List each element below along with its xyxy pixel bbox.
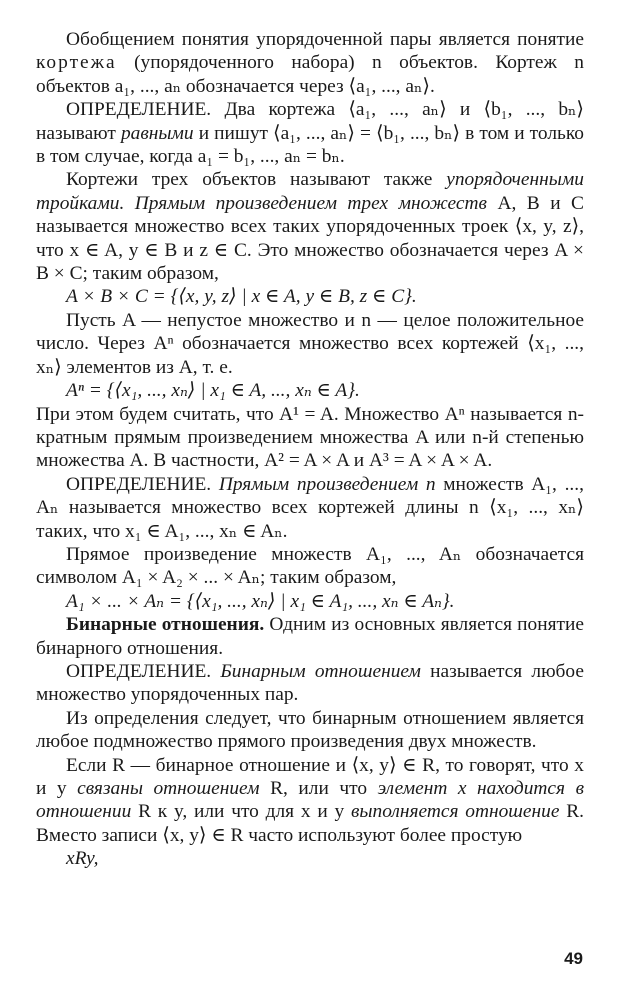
paragraph-power-set xyxy=(36,309,584,379)
text: При этом будем считать, что A¹ = A. Множество Aⁿ называется n-кратным прямым произведением множества A или n-й степенью множества A. В частности, A² = A × A и A³ = A × A × A. xyxy=(36,403,584,472)
text: A, B и C называется множество всех таких упорядоченных троек ⟨x, y, z⟩, что x ∈ A, y ∈ B и z ∈ C. Это множество обозначается через A × B × C; таким образом, xyxy=(36,192,584,285)
formula-triple-product: A × B × C = {⟨x, y, z⟩ | x ∈ A, y ∈ B, z ∈ C}. xyxy=(66,286,417,308)
text: (упорядоченного набора) n объектов. Кортеж n объектов a₁, ..., aₙ обозначается через ⟨a₁, ..., aₙ⟩. xyxy=(36,52,584,97)
text: Из определения следует, что бинарным отношением является любое подмножество прямого произведения двух множеств. xyxy=(36,707,584,753)
definition-binary-relation xyxy=(36,660,584,707)
text: Пусть A — непустое множество и n — целое положительное число. Через Aⁿ обозначается множество всех кортежей ⟨x₁, ..., xₙ⟩ элементов из A, т. е. xyxy=(36,309,584,378)
paragraph-triples xyxy=(36,168,584,285)
spaced-term: кортежа xyxy=(36,52,117,74)
italic-term: упорядоченными тройками. Прямым произведением трех множеств xyxy=(36,169,584,214)
text: множеств A₁, ..., Aₙ называется множество всех кортежей длины n ⟨x₁, ..., xₙ⟩ таких, что x₁ ∈ A₁, ..., xₙ ∈ Aₙ. xyxy=(36,473,584,542)
formula-power: Aⁿ = {⟨x₁, ..., xₙ⟩ | x₁ ∈ A, ..., xₙ ∈ A}. xyxy=(66,380,360,402)
page-number: 49 xyxy=(564,949,583,968)
text: называется любое множество упорядоченных пар. xyxy=(36,660,584,706)
definition-label: ОПРЕДЕЛЕНИЕ. xyxy=(66,660,212,682)
text: Прямое произведение множеств A₁, ..., Aₙ обозначается символом A₁ × A₂ × ... × Aₙ; таким образом, xyxy=(36,543,584,589)
definition-label: ОПРЕДЕЛЕНИЕ. xyxy=(66,473,212,495)
definition-equal-tuples xyxy=(36,98,584,168)
text: R, или что xyxy=(270,778,368,799)
definition-label: ОПРЕДЕЛЕНИЕ. xyxy=(66,99,212,121)
definition-direct-product xyxy=(36,473,584,543)
paragraph-tuple-intro xyxy=(36,28,584,98)
book-page xyxy=(36,28,584,988)
text: R. Вместо записи ⟨x, y⟩ ∈ R часто используют более простую xyxy=(36,801,584,846)
text: Если R — бинарное отношение и ⟨x, y⟩ ∈ R, то говорят, что x и y xyxy=(36,754,584,799)
paragraph-product-symbol xyxy=(36,543,584,590)
text: Обобщением понятия упорядоченной пары является понятие xyxy=(66,29,584,50)
text: R к y, или что для x и y xyxy=(138,801,345,823)
paragraph-related xyxy=(36,754,584,848)
italic-term: выполняется отношение xyxy=(350,801,560,823)
text: Одним из основных является понятие бинарного отношения. xyxy=(36,614,584,659)
formula-xry: xRy, xyxy=(66,848,99,870)
section-heading: Бинарные отношения. xyxy=(66,614,265,636)
italic-term: связаны отношением xyxy=(77,778,260,799)
paragraph-binary-relations xyxy=(36,613,584,660)
paragraph-power-notes xyxy=(36,403,584,473)
paragraph-subset xyxy=(36,707,584,754)
italic-term: Бинарным отношением xyxy=(220,660,421,682)
formula-n-product: A₁ × ... × Aₙ = {⟨x₁, ..., xₙ⟩ | x₁ ∈ A₁, ..., xₙ ∈ Aₙ}. xyxy=(66,590,455,612)
italic-term: элемент x находится в отношении xyxy=(36,778,584,823)
text: и пишут ⟨a₁, ..., aₙ⟩ = ⟨b₁, ..., bₙ⟩ в том и только в том случае, когда a₁ = b₁, ..., aₙ = bₙ. xyxy=(36,122,584,168)
italic-term: Прямым произведением n xyxy=(218,473,436,495)
text: Кортежи трех объектов называют также xyxy=(66,169,433,191)
italic-term: равными xyxy=(120,122,194,144)
text: Два кортежа ⟨a₁, ..., aₙ⟩ и ⟨b₁, ..., bₙ⟩ называют xyxy=(36,99,584,144)
